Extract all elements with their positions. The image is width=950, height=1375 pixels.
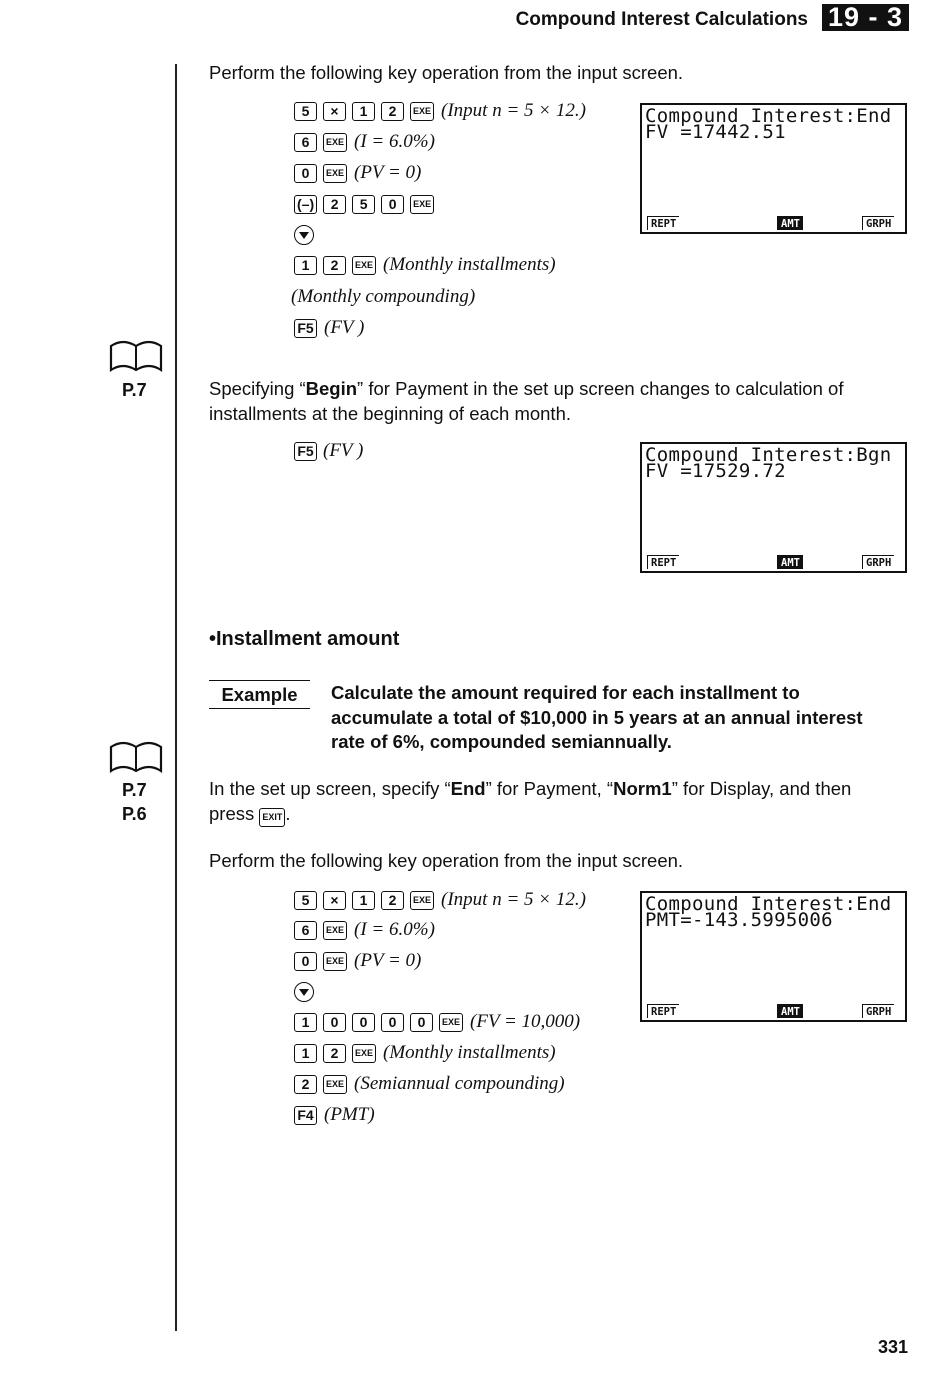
section-badge: 19 - 3 [822, 4, 909, 31]
setup-text-b: ” for Payment, “ [485, 778, 614, 799]
key-2[interactable]: 2 [381, 102, 404, 121]
key-1[interactable]: 1 [352, 891, 375, 910]
section2-text-bold: Begin [305, 378, 358, 399]
key-exe[interactable]: EXE [323, 921, 347, 940]
setup-bold-norm1: Norm1 [613, 778, 672, 799]
key-0[interactable]: 0 [294, 164, 317, 183]
key-step [294, 253, 556, 277]
section2-text [209, 377, 843, 426]
key-down-arrow-icon[interactable] [294, 225, 314, 245]
margin-rule [175, 64, 177, 1331]
reference-book-icon [109, 340, 163, 374]
key-1[interactable]: 1 [352, 102, 375, 121]
step-note: (Monthly installments) [383, 254, 556, 275]
key-step [294, 980, 314, 1004]
page-reference: P.7 [122, 780, 147, 800]
step-note: (PV = 0) [354, 950, 422, 971]
softkey-grph[interactable]: GRPH [862, 555, 894, 569]
key-step [290, 285, 475, 309]
step-note: (FV ) [323, 440, 364, 461]
key-0[interactable]: 0 [381, 1013, 404, 1032]
key-0[interactable]: 0 [323, 1013, 346, 1032]
key-f4[interactable]: F4 [294, 1106, 317, 1125]
key-step [294, 918, 435, 942]
step-note: (I = 6.0%) [354, 131, 435, 152]
setup-text [209, 777, 851, 827]
softkey-rept[interactable]: REPT [647, 1004, 679, 1018]
key-2[interactable]: 2 [381, 891, 404, 910]
key-2[interactable]: 2 [323, 195, 346, 214]
screen-line-1: Compound Interest:End [645, 893, 892, 915]
setup-bold-end: End [450, 778, 486, 799]
key-5[interactable]: 5 [352, 195, 375, 214]
screen-line-2: FV =17529.72 [645, 460, 786, 482]
screen-line-1: Compound Interest:Bgn [645, 444, 892, 466]
screen-line-2: PMT=-143.5995006 [645, 909, 833, 931]
key-step [294, 99, 586, 123]
step-note: (PMT) [324, 1104, 375, 1125]
key-exe[interactable]: EXE [323, 952, 347, 971]
key-multiply[interactable]: × [323, 891, 346, 910]
key-f5[interactable]: F5 [294, 319, 317, 338]
key-2[interactable]: 2 [323, 1044, 346, 1063]
example-line: accumulate a total of $10,000 in 5 years at an annual interest [331, 706, 863, 728]
softkey-grph[interactable]: GRPH [862, 216, 894, 230]
step-note: (FV ) [324, 317, 365, 338]
softkey-amt[interactable]: AMT [777, 216, 803, 230]
key-step [294, 1103, 375, 1127]
softkey-amt[interactable]: AMT [777, 555, 803, 569]
step-note: (PV = 0) [354, 162, 422, 183]
calculator-screen-3 [640, 891, 907, 1022]
step-note: (FV = 10,000) [470, 1011, 581, 1032]
setup-end: . [285, 802, 291, 824]
key-exe[interactable]: EXE [352, 256, 376, 275]
example-line: Calculate the amount required for each installment to [331, 682, 800, 703]
step-note: (Semiannual compounding) [354, 1073, 565, 1094]
section1-intro: Perform the following key operation from the input screen. [209, 62, 684, 83]
key-multiply[interactable]: × [323, 102, 346, 121]
key-exe[interactable]: EXE [323, 133, 347, 152]
section3-intro: Perform the following key operation from the input screen. [209, 850, 684, 871]
step-note: (Input n = 5 × 12.) [441, 100, 586, 121]
example-line: rate of 6%, compounded semiannually. [331, 731, 672, 752]
step-note: (Input n = 5 × 12.) [441, 889, 586, 910]
key-step [294, 1010, 580, 1034]
screen-line-2: FV =17442.51 [645, 121, 786, 143]
key-negative[interactable]: (–) [294, 195, 317, 214]
key-2[interactable]: 2 [294, 1075, 317, 1094]
key-0[interactable]: 0 [352, 1013, 375, 1032]
key-exe[interactable]: EXE [410, 195, 434, 214]
example-text [331, 681, 863, 755]
key-step [294, 1041, 556, 1065]
key-0[interactable]: 0 [294, 952, 317, 971]
key-2[interactable]: 2 [323, 256, 346, 275]
key-1[interactable]: 1 [294, 1044, 317, 1063]
key-step [294, 223, 314, 247]
step-note: (Monthly installments) [383, 1042, 556, 1063]
page-header-title: Compound Interest Calculations [515, 9, 808, 30]
key-exe[interactable]: EXE [410, 102, 434, 121]
key-exe[interactable]: EXE [352, 1044, 376, 1063]
key-exit[interactable]: EXIT [259, 808, 285, 827]
setup-text-a: In the set up screen, specify “ [209, 778, 451, 799]
softkey-amt[interactable]: AMT [777, 1004, 803, 1018]
section2-text-b: ” for Payment in the set up screen changes to calculation of [357, 378, 844, 399]
installment-heading: •Installment amount [209, 628, 400, 650]
softkey-grph[interactable]: GRPH [862, 1004, 894, 1018]
section2-text-a: Specifying “ [209, 378, 306, 399]
key-step [294, 316, 364, 340]
setup-press: press [209, 802, 255, 824]
key-6[interactable]: 6 [294, 133, 317, 152]
key-step [294, 130, 435, 154]
example-label: Example [209, 680, 310, 709]
key-1[interactable]: 1 [294, 256, 317, 275]
section2-text-line2: installments at the beginning of each month. [209, 402, 572, 424]
key-step [294, 192, 434, 216]
key-down-arrow-icon[interactable] [294, 982, 314, 1002]
key-step [294, 1072, 565, 1096]
key-0[interactable]: 0 [410, 1013, 433, 1032]
key-5[interactable]: 5 [294, 102, 317, 121]
key-step [294, 888, 586, 912]
page-reference: P.6 [122, 804, 147, 824]
calculator-screen-2 [640, 442, 907, 573]
step-note: (I = 6.0%) [354, 919, 435, 940]
key-1[interactable]: 1 [294, 1013, 317, 1032]
section2-step [294, 439, 363, 463]
key-f5[interactable]: F5 [294, 442, 317, 461]
key-step [294, 161, 421, 185]
key-6[interactable]: 6 [294, 921, 317, 940]
softkey-rept[interactable]: REPT [647, 555, 679, 569]
step-note: (Monthly compounding) [291, 286, 476, 307]
screen-line-1: Compound Interest:End [645, 105, 892, 127]
key-step [294, 949, 421, 973]
calculator-screen-1 [640, 103, 907, 234]
key-5[interactable]: 5 [294, 891, 317, 910]
key-0[interactable]: 0 [381, 195, 404, 214]
key-exe[interactable]: EXE [323, 1075, 347, 1094]
softkey-rept[interactable]: REPT [647, 216, 679, 230]
reference-book-icon [109, 741, 163, 775]
page-reference: P.7 [122, 380, 147, 400]
setup-text-c: ” for Display, and then [671, 778, 852, 799]
page-number: 331 [877, 1337, 908, 1357]
key-exe[interactable]: EXE [323, 164, 347, 183]
key-exe[interactable]: EXE [410, 891, 434, 910]
key-exe[interactable]: EXE [439, 1013, 463, 1032]
